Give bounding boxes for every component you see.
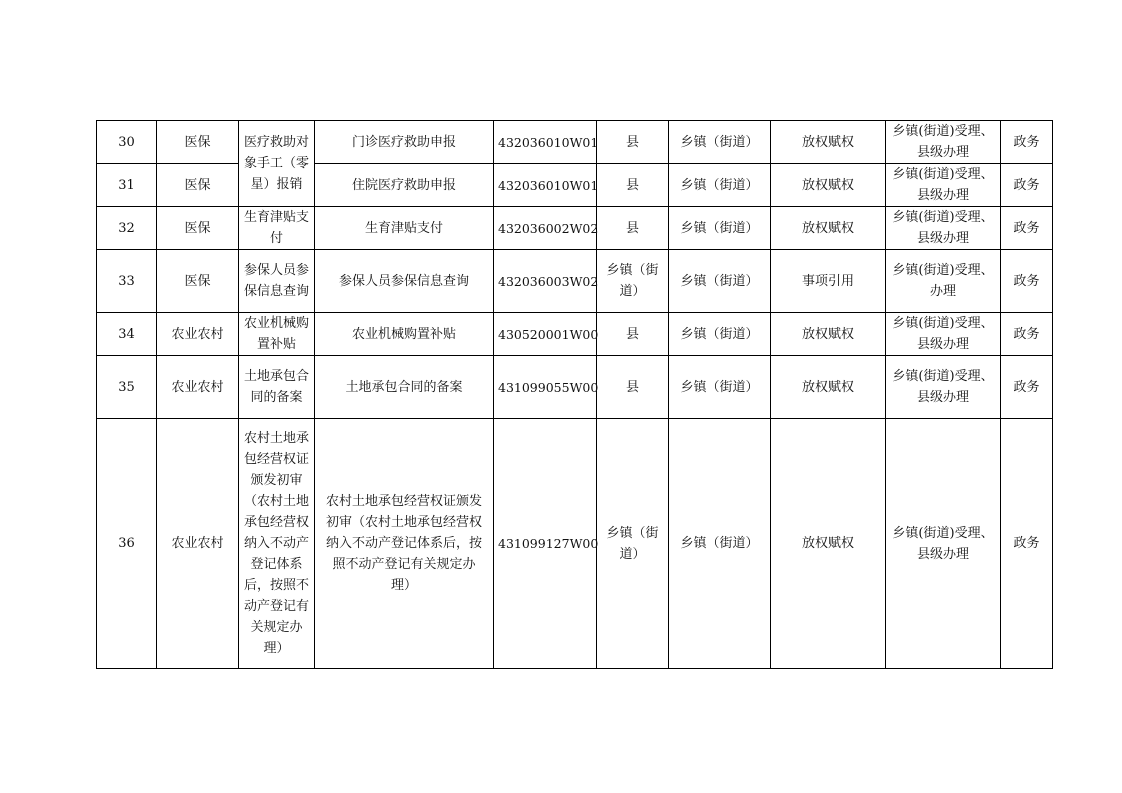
category-cell: 医保	[157, 207, 239, 250]
type-cell: 政务	[1001, 207, 1053, 250]
mode-cell: 放权赋权	[771, 207, 886, 250]
level-cell: 乡镇（街道）	[597, 250, 669, 313]
row-number: 32	[97, 207, 157, 250]
handling-cell: 乡镇(街道)受理、县级办理	[886, 356, 1001, 419]
mode-cell: 放权赋权	[771, 121, 886, 164]
sub-item-cell: 农业机械购置补贴	[315, 313, 494, 356]
mode-cell: 事项引用	[771, 250, 886, 313]
row-number: 31	[97, 164, 157, 207]
table-row	[97, 419, 1053, 669]
handling-cell: 乡镇(街道)受理、县级办理	[886, 121, 1001, 164]
handling-cell: 乡镇(街道)受理、县级办理	[886, 313, 1001, 356]
code-cell: 432036010W01	[494, 164, 597, 207]
main-item-cell: 土地承包合同的备案	[239, 356, 315, 419]
level-cell: 乡镇（街道）	[597, 419, 669, 669]
target-cell: 乡镇（街道）	[669, 164, 771, 207]
code-cell: 430520001W00	[494, 313, 597, 356]
category-cell: 农业农村	[157, 419, 239, 669]
row-number: 35	[97, 356, 157, 419]
code-cell: 431099127W00	[494, 419, 597, 669]
row-number: 30	[97, 121, 157, 164]
code-cell: 432036010W01	[494, 121, 597, 164]
code-cell: 432036003W02	[494, 250, 597, 313]
row-number: 36	[97, 419, 157, 669]
target-cell: 乡镇（街道）	[669, 313, 771, 356]
type-cell: 政务	[1001, 419, 1053, 669]
row-number: 33	[97, 250, 157, 313]
category-cell: 医保	[157, 164, 239, 207]
table-row	[97, 207, 1053, 250]
handling-cell: 乡镇(街道)受理、县级办理	[886, 207, 1001, 250]
handling-cell: 乡镇(街道)受理、县级办理	[886, 164, 1001, 207]
category-cell: 农业农村	[157, 313, 239, 356]
handling-cell: 乡镇(街道)受理、办理	[886, 250, 1001, 313]
target-cell: 乡镇（街道）	[669, 207, 771, 250]
target-cell: 乡镇（街道）	[669, 121, 771, 164]
level-cell: 县	[597, 164, 669, 207]
items-table	[96, 120, 1053, 669]
mode-cell: 放权赋权	[771, 356, 886, 419]
level-cell: 县	[597, 121, 669, 164]
sub-item-cell: 生育津贴支付	[315, 207, 494, 250]
row-number: 34	[97, 313, 157, 356]
handling-cell: 乡镇(街道)受理、县级办理	[886, 419, 1001, 669]
sub-item-cell: 参保人员参保信息查询	[315, 250, 494, 313]
table-row	[97, 250, 1053, 313]
table-row	[97, 121, 1053, 164]
level-cell: 县	[597, 356, 669, 419]
main-item-cell: 农业机械购置补贴	[239, 313, 315, 356]
code-cell: 432036002W02	[494, 207, 597, 250]
target-cell: 乡镇（街道）	[669, 250, 771, 313]
type-cell: 政务	[1001, 164, 1053, 207]
code-cell: 431099055W00	[494, 356, 597, 419]
main-item-cell: 生育津贴支付	[239, 207, 315, 250]
table-row	[97, 356, 1053, 419]
main-item-cell: 农村土地承包经营权证颁发初审（农村土地承包经营权纳入不动产登记体系后，按照不动产登记有关规定办理）	[239, 419, 315, 669]
sub-item-cell: 住院医疗救助申报	[315, 164, 494, 207]
level-cell: 县	[597, 313, 669, 356]
type-cell: 政务	[1001, 313, 1053, 356]
main-item-cell: 医疗救助对象手工（零星）报销	[239, 121, 315, 207]
type-cell: 政务	[1001, 356, 1053, 419]
level-cell: 县	[597, 207, 669, 250]
main-item-cell: 参保人员参保信息查询	[239, 250, 315, 313]
sub-item-cell: 土地承包合同的备案	[315, 356, 494, 419]
type-cell: 政务	[1001, 121, 1053, 164]
mode-cell: 放权赋权	[771, 313, 886, 356]
sub-item-cell: 门诊医疗救助申报	[315, 121, 494, 164]
category-cell: 医保	[157, 250, 239, 313]
category-cell: 医保	[157, 121, 239, 164]
sub-item-cell: 农村土地承包经营权证颁发初审（农村土地承包经营权纳入不动产登记体系后，按照不动产登记有关规定办理）	[315, 419, 494, 669]
target-cell: 乡镇（街道）	[669, 356, 771, 419]
target-cell: 乡镇（街道）	[669, 419, 771, 669]
table-row	[97, 313, 1053, 356]
mode-cell: 放权赋权	[771, 419, 886, 669]
category-cell: 农业农村	[157, 356, 239, 419]
type-cell: 政务	[1001, 250, 1053, 313]
mode-cell: 放权赋权	[771, 164, 886, 207]
